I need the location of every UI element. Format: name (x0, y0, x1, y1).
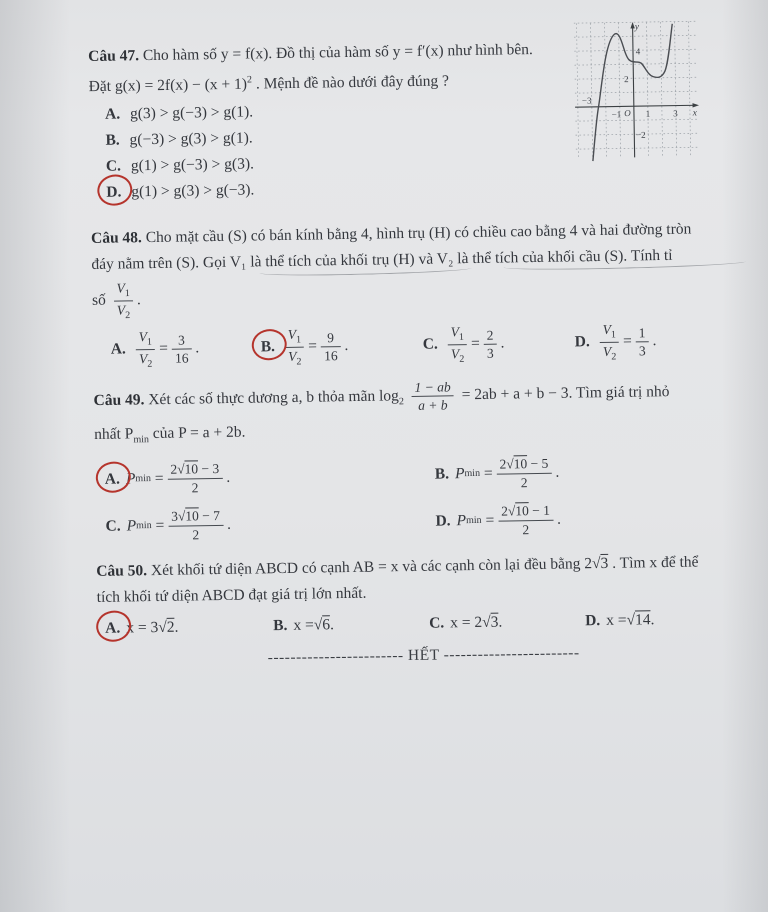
q48-ratio: số $\frac{V_1}{V_2}$ . (91, 280, 141, 322)
p-variable: P (125, 470, 136, 488)
q49-option-b: B. P min = $\frac{2√10 - 5}{2}$ . (434, 456, 560, 490)
equals-sign: = (483, 464, 493, 482)
equals-sign: = (485, 511, 495, 529)
q48-options (92, 320, 745, 371)
equals-sign: = (308, 337, 318, 355)
option-text: g(1) > g(3) > g(−3). (131, 181, 255, 201)
option-letter: B. (260, 338, 276, 356)
fraction-log-arg: $\frac{1 - ab}{a + b}$ (411, 379, 454, 413)
x-axis (575, 105, 697, 107)
q48-option-d: D. $\frac{V_1}{V_2}$ = $\frac{1}{3}$ . (574, 321, 657, 363)
min-subscript: min (133, 434, 150, 446)
q50-line1: Câu 50. Xét khối tứ diện ABCD có cạnh AB = x và các cạnh còn lại đều bằng 2√3 . Tìm x để thể (96, 553, 699, 580)
fraction-v1-v2: $\frac{V_1}{V_2}$ (448, 324, 468, 365)
q50-number: Câu 50. (96, 562, 148, 580)
option-letter: B. (105, 131, 120, 149)
option-text: g(−3) > g(3) > g(1). (129, 129, 253, 149)
q50-option-b: B. x = √ 6 . (273, 611, 429, 639)
option-letter: C. (105, 517, 121, 535)
graph-tick-neg2: −2 (635, 129, 646, 140)
sqrt-icon: √ (626, 611, 636, 629)
fraction-value: $\frac{2√10 - 5}{2}$ (496, 456, 551, 490)
q50-option-c: C. x = 2 √ 3 . (429, 608, 585, 636)
p-variable: P (126, 517, 137, 535)
sqrt-icon: √ (177, 508, 186, 525)
option-text: g(3) > g(−3) > g(1). (129, 103, 254, 123)
equals-sign: = (470, 335, 480, 353)
option-letter: A. (105, 619, 121, 637)
graph-label-y: y (634, 22, 640, 33)
option-letter: D. (584, 612, 601, 630)
option-label (106, 154, 121, 180)
option-letter: B. (273, 616, 288, 635)
sqrt-icon: √ (177, 461, 185, 478)
x-axis-arrow (693, 103, 700, 108)
option-letter: A. (110, 340, 127, 358)
fprime-plot (574, 18, 704, 162)
sqrt-icon: √ (507, 503, 516, 519)
option-label (106, 180, 121, 206)
question-47 (88, 22, 742, 206)
graph-tick-4: 4 (635, 46, 641, 57)
question-49 (93, 374, 748, 549)
equals-sign: = (155, 516, 165, 535)
square-exponent: 2 (246, 74, 253, 86)
q49-line1: Câu 49. Xét các số thực dương a, b thỏa mãn $\log_2$ $\frac{1 - ab}{a + b}$ = 2ab + a + b − 3. Tìm giá trị nhỏ (93, 379, 670, 413)
q48-line2: đáy nằm trên (S). Gọi V₁ là thể tích của khối trụ (H) và V₂ là thể tích của khối cầu (S). Tính tỉ (91, 247, 673, 274)
option-letter: A. (104, 105, 121, 123)
graph-tick-neg3: −3 (581, 95, 592, 106)
option-letter: C. (429, 614, 445, 632)
fraction-v1-v2: $\frac{V_1}{V_2}$ (285, 327, 305, 368)
q49-number: Câu 49. (93, 390, 145, 409)
option-label (105, 128, 120, 154)
option-letter: D. (106, 183, 122, 201)
q49-options (105, 448, 748, 549)
fraction-value: $\frac{1}{3}$ (636, 325, 649, 358)
q50-option-d: D. x = √ 14 . (585, 607, 655, 634)
graph-tick-neg1: −1 (611, 109, 622, 120)
sqrt-icon: √ (158, 618, 167, 636)
sqrt-icon: √ (482, 613, 491, 631)
question-48 (91, 216, 745, 371)
fraction-v1-v2: $\frac{V_1}{V_2}$ (136, 329, 156, 370)
option-label (105, 102, 120, 128)
option-letter: B. (434, 465, 450, 483)
q47-line1-text: Cho hàm số y = f(x). Đồ thị của hàm số y = f′(x) như hình bên. (142, 41, 534, 65)
graph-tick-1: 1 (645, 108, 651, 119)
q48-option-a: A. $\frac{V_1}{V_2}$ = $\frac{3}{16}$ . (110, 329, 200, 370)
q49-line2: nhất $P_{min}$ của P = a + 2b. (93, 423, 246, 446)
sqrt-icon: √ (313, 616, 323, 634)
q49-option-d: D. P min = $\frac{2√10 - 1}{2}$ . (435, 503, 562, 537)
option-letter: C. (105, 157, 122, 175)
fraction-value: $\frac{3√10 - 7}{2}$ (168, 508, 223, 542)
graph-label-x: x (692, 108, 697, 119)
option-letter: D. (435, 512, 451, 530)
q47-line2: Đặt $g(x) = 2f(x) - (x + 1)^2$ . Mệnh đề nào dưới đây đúng ? (88, 72, 450, 96)
option-letter: D. (574, 333, 590, 351)
fraction-value: $\frac{2√10 - 3}{2}$ (167, 461, 222, 495)
q48-option-c: C. $\frac{V_1}{V_2}$ = $\frac{2}{3}$ . (422, 324, 505, 365)
graph-tick-3: 3 (673, 108, 678, 119)
option-text: g(1) > g(−3) > g(3). (130, 155, 255, 175)
y-axis (633, 23, 635, 157)
fraction-value: $\frac{9}{16}$ (321, 330, 341, 364)
equals-sign: = (154, 469, 164, 488)
q48-line1: Câu 48. Cho mặt cầu (S) có bán kính bằng 4, hình trụ (H) có chiều cao bằng 4 và hai đường tròn (90, 220, 692, 248)
sqrt-icon: √ (506, 456, 514, 472)
option-letter: C. (422, 335, 438, 354)
end-of-exam-marker: ------------------------ HẾT ------------------------ (267, 644, 580, 667)
option-letter: A. (104, 470, 121, 488)
q48-option-b: B. $\frac{V_1}{V_2}$ = $\frac{9}{16}$ . (260, 325, 423, 368)
sqrt-icon: √ (591, 555, 601, 573)
p-variable: P (456, 512, 467, 530)
graph-tick-2: 2 (624, 74, 629, 85)
p-variable: P (454, 465, 465, 483)
page-content (88, 22, 750, 674)
equals-sign: = (622, 332, 632, 350)
question-50 (96, 549, 750, 674)
fraction-value: $\frac{3}{16}$ (172, 332, 192, 366)
fraction-value: $\frac{2}{3}$ (484, 327, 497, 360)
equals-sign: = (158, 340, 169, 358)
q48-number: Câu 48. (90, 229, 143, 248)
q50-options (105, 606, 749, 642)
q50-line2: tích khối tứ diện ABCD đạt giá trị lớn nhất. (96, 584, 367, 606)
log-base: 2 (398, 396, 404, 408)
q49-option-a: A. P min = $\frac{2√10 - 3}{2}$ . (105, 453, 436, 502)
fraction-v1-v2: $\frac{V_1}{V_2}$ (600, 322, 620, 363)
derivative-graph (574, 18, 704, 162)
graph-label-origin: O (624, 107, 631, 119)
q47-number: Câu 47. (88, 47, 140, 65)
fraction-value: $\frac{2√10 - 1}{2}$ (498, 503, 553, 537)
fraction-v1-v2: $\frac{V_1}{V_2}$ (113, 280, 133, 321)
q50-option-a: A. x = 3 √ 2 . (105, 613, 273, 642)
q49-option-c: C. P min = $\frac{3√10 - 7}{2}$ . (105, 508, 232, 542)
